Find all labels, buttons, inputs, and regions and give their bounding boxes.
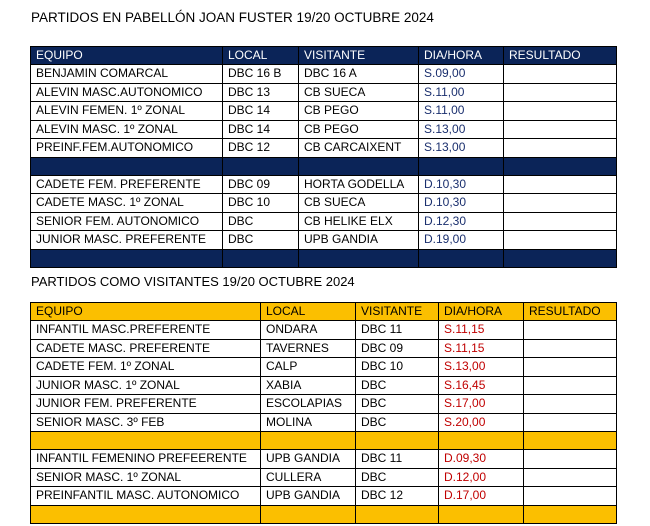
separator-cell: [419, 249, 504, 267]
result-cell: [524, 358, 617, 377]
visitor-cell: CB SUECA: [299, 194, 419, 213]
local-cell: TAVERNES: [261, 339, 356, 358]
local-cell: DBC 14: [223, 120, 299, 139]
separator-cell: [261, 432, 356, 450]
separator-row: [31, 249, 617, 267]
result-cell: [524, 450, 617, 469]
team-cell: PREINF.FEM.AUTONOMICO: [31, 139, 223, 158]
visitor-cell: DBC 11: [356, 321, 439, 340]
local-cell: ESCOLAPIAS: [261, 395, 356, 414]
visitor-cell: UPB GANDIA: [299, 231, 419, 250]
team-cell: ALEVIN MASC.AUTONOMICO: [31, 83, 223, 102]
date-time-cell: D.17,00: [439, 487, 524, 506]
local-cell: XABIA: [261, 376, 356, 395]
date-time-cell: S.13,00: [419, 139, 504, 158]
team-cell: JUNIOR MASC. 1º ZONAL: [31, 376, 261, 395]
table-row: [31, 395, 617, 414]
visitor-cell: DBC 10: [356, 358, 439, 377]
local-cell: DBC 09: [223, 175, 299, 194]
header-visitante: VISITANTE: [299, 47, 419, 65]
local-cell: CULLERA: [261, 468, 356, 487]
result-cell: [524, 468, 617, 487]
separator-row: [31, 432, 617, 450]
visitor-cell: HORTA GODELLA: [299, 175, 419, 194]
team-cell: ALEVIN MASC. 1º ZONAL: [31, 120, 223, 139]
separator-cell: [419, 157, 504, 175]
date-time-cell: S.11,00: [419, 83, 504, 102]
header-resultado: RESULTADO: [504, 47, 617, 65]
result-cell: [504, 120, 617, 139]
separator-row: [31, 505, 617, 523]
local-cell: DBC 16 B: [223, 65, 299, 84]
result-cell: [504, 194, 617, 213]
visitor-cell: CB PEGO: [299, 120, 419, 139]
separator-cell: [31, 157, 223, 175]
table-row: [31, 376, 617, 395]
separator-cell: [299, 249, 419, 267]
away-matches-title: PARTIDOS COMO VISITANTES 19/20 OCTUBRE 2024: [31, 274, 355, 289]
team-cell: CADETE FEM. 1º ZONAL: [31, 358, 261, 377]
date-time-cell: S.11,00: [419, 102, 504, 121]
date-time-cell: D.19,00: [419, 231, 504, 250]
team-cell: SENIOR FEM. AUTONOMICO: [31, 212, 223, 231]
table-row: [31, 339, 617, 358]
visitor-cell: DBC 12: [356, 487, 439, 506]
date-time-cell: S.13,00: [439, 358, 524, 377]
header-equipo: EQUIPO: [31, 303, 261, 321]
visitor-cell: DBC 11: [356, 450, 439, 469]
result-cell: [524, 321, 617, 340]
separator-cell: [504, 249, 617, 267]
visitor-cell: DBC 09: [356, 339, 439, 358]
table-row: [31, 468, 617, 487]
result-cell: [504, 175, 617, 194]
table-header-row: [31, 303, 617, 321]
header-equipo: EQUIPO: [31, 47, 223, 65]
away-matches-table: [30, 302, 617, 524]
table-row: [31, 120, 617, 139]
team-cell: INFANTIL FEMENINO PREFEERENTE: [31, 450, 261, 469]
table-row: [31, 102, 617, 121]
header-dia-hora: DIA/HORA: [439, 303, 524, 321]
result-cell: [504, 83, 617, 102]
table-row: [31, 321, 617, 340]
team-cell: CADETE MASC. 1º ZONAL: [31, 194, 223, 213]
date-time-cell: S.17,00: [439, 395, 524, 414]
team-cell: CADETE MASC. PREFERENTE: [31, 339, 261, 358]
date-time-cell: S.13,00: [419, 120, 504, 139]
away-matches-body: [31, 321, 617, 524]
table-row: [31, 194, 617, 213]
separator-cell: [439, 432, 524, 450]
local-cell: DBC 12: [223, 139, 299, 158]
date-time-cell: D.09,30: [439, 450, 524, 469]
date-time-cell: D.10,30: [419, 194, 504, 213]
home-matches-body: [31, 65, 617, 268]
local-cell: CALP: [261, 358, 356, 377]
date-time-cell: S.11,15: [439, 339, 524, 358]
result-cell: [504, 102, 617, 121]
date-time-cell: S.09,00: [419, 65, 504, 84]
team-cell: SENIOR MASC. 1º ZONAL: [31, 468, 261, 487]
header-resultado: RESULTADO: [524, 303, 617, 321]
separator-cell: [261, 505, 356, 523]
visitor-cell: CB SUECA: [299, 83, 419, 102]
date-time-cell: D.10,30: [419, 175, 504, 194]
result-cell: [524, 487, 617, 506]
separator-cell: [504, 157, 617, 175]
local-cell: ONDARA: [261, 321, 356, 340]
local-cell: DBC: [223, 231, 299, 250]
visitor-cell: DBC 16 A: [299, 65, 419, 84]
separator-cell: [356, 505, 439, 523]
table-row: [31, 413, 617, 432]
date-time-cell: S.11,15: [439, 321, 524, 340]
date-time-cell: S.16,45: [439, 376, 524, 395]
separator-cell: [524, 505, 617, 523]
table-row: [31, 212, 617, 231]
local-cell: UPB GANDIA: [261, 487, 356, 506]
home-matches-table: [30, 46, 617, 268]
header-visitante: VISITANTE: [356, 303, 439, 321]
team-cell: JUNIOR FEM. PREFERENTE: [31, 395, 261, 414]
local-cell: DBC 13: [223, 83, 299, 102]
result-cell: [524, 395, 617, 414]
header-local: LOCAL: [261, 303, 356, 321]
table-row: [31, 358, 617, 377]
table-row: [31, 139, 617, 158]
result-cell: [504, 212, 617, 231]
team-cell: PREINFANTIL MASC. AUTONOMICO: [31, 487, 261, 506]
visitor-cell: CB CARCAIXENT: [299, 139, 419, 158]
result-cell: [504, 139, 617, 158]
team-cell: INFANTIL MASC.PREFERENTE: [31, 321, 261, 340]
table-row: [31, 487, 617, 506]
local-cell: UPB GANDIA: [261, 450, 356, 469]
separator-cell: [31, 249, 223, 267]
separator-cell: [223, 249, 299, 267]
separator-cell: [299, 157, 419, 175]
separator-cell: [31, 505, 261, 523]
date-time-cell: D.12,00: [439, 468, 524, 487]
result-cell: [524, 376, 617, 395]
result-cell: [504, 65, 617, 84]
table-row: [31, 175, 617, 194]
local-cell: DBC: [223, 212, 299, 231]
visitor-cell: CB HELIKE ELX: [299, 212, 419, 231]
table-header-row: [31, 47, 617, 65]
separator-row: [31, 157, 617, 175]
table-row: [31, 450, 617, 469]
visitor-cell: DBC: [356, 376, 439, 395]
visitor-cell: DBC: [356, 395, 439, 414]
table-row: [31, 65, 617, 84]
table-row: [31, 231, 617, 250]
result-cell: [524, 413, 617, 432]
separator-cell: [524, 432, 617, 450]
local-cell: DBC 14: [223, 102, 299, 121]
visitor-cell: DBC: [356, 468, 439, 487]
separator-cell: [439, 505, 524, 523]
local-cell: DBC 10: [223, 194, 299, 213]
home-matches-title: PARTIDOS EN PABELLÓN JOAN FUSTER 19/20 OCTUBRE 2024: [31, 10, 434, 25]
separator-cell: [223, 157, 299, 175]
visitor-cell: DBC: [356, 413, 439, 432]
header-dia-hora: DIA/HORA: [419, 47, 504, 65]
table-row: [31, 83, 617, 102]
date-time-cell: D.12,30: [419, 212, 504, 231]
team-cell: CADETE FEM. PREFERENTE: [31, 175, 223, 194]
visitor-cell: CB PEGO: [299, 102, 419, 121]
team-cell: BENJAMIN COMARCAL: [31, 65, 223, 84]
separator-cell: [31, 432, 261, 450]
date-time-cell: S.20,00: [439, 413, 524, 432]
header-local: LOCAL: [223, 47, 299, 65]
result-cell: [524, 339, 617, 358]
result-cell: [504, 231, 617, 250]
local-cell: MOLINA: [261, 413, 356, 432]
separator-cell: [356, 432, 439, 450]
team-cell: SENIOR MASC. 3º FEB: [31, 413, 261, 432]
team-cell: JUNIOR MASC. PREFERENTE: [31, 231, 223, 250]
team-cell: ALEVIN FEMEN. 1º ZONAL: [31, 102, 223, 121]
